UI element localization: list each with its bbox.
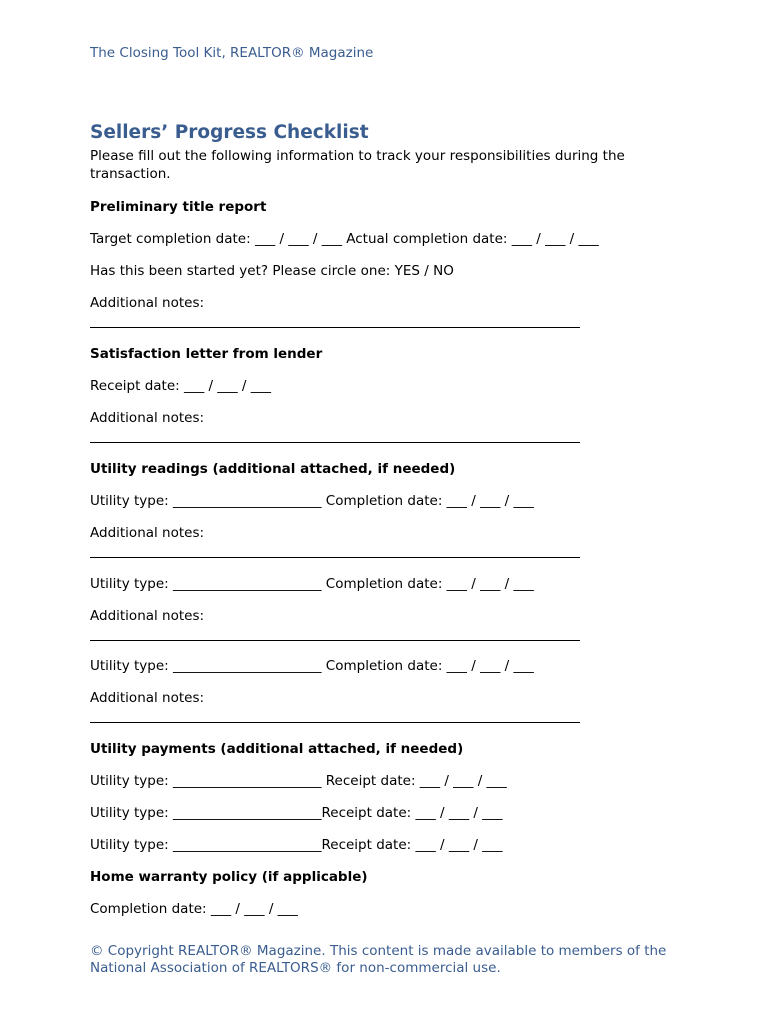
satisfaction-letter-notes-label: Additional notes: xyxy=(90,410,205,426)
utility-reading-line: Utility type: ______________________ Completion date: ___ / ___ / ___ xyxy=(90,658,534,674)
title-report-notes-label: Additional notes: xyxy=(90,295,205,311)
utility-payment-line: Utility type: ______________________ Receipt date: ___ / ___ / ___ xyxy=(90,773,507,789)
utility-reading-line: Utility type: ______________________ Completion date: ___ / ___ / ___ xyxy=(90,493,534,509)
title-report-notes-rule xyxy=(90,327,580,328)
satisfaction-letter-receipt: Receipt date: ___ / ___ / ___ xyxy=(90,378,272,394)
utility-reading-notes-label: Additional notes: xyxy=(90,608,205,624)
utility-reading-notes-label: Additional notes: xyxy=(90,525,205,541)
section-heading-home-warranty: Home warranty policy (if applicable) xyxy=(90,869,368,885)
page-title: Sellers’ Progress Checklist xyxy=(90,122,369,143)
utility-reading-notes-label: Additional notes: xyxy=(90,690,205,706)
utility-payment-line: Utility type: ______________________Receipt date: ___ / ___ / ___ xyxy=(90,805,503,821)
section-heading-satisfaction-letter: Satisfaction letter from lender xyxy=(90,346,323,362)
utility-reading-notes-rule xyxy=(90,557,580,558)
home-warranty-completion: Completion date: ___ / ___ / ___ xyxy=(90,901,298,917)
satisfaction-letter-notes-rule xyxy=(90,442,580,443)
utility-reading-line: Utility type: ______________________ Completion date: ___ / ___ / ___ xyxy=(90,576,534,592)
copyright-footer: © Copyright REALTOR® Magazine. This content is made available to members of the National Association of REALTORS® for non-commercial use. xyxy=(90,943,667,976)
document-header: The Closing Tool Kit, REALTOR® Magazine xyxy=(90,45,374,61)
section-heading-utility-readings: Utility readings (additional attached, if needed) xyxy=(90,461,456,477)
utility-payment-line: Utility type: ______________________Receipt date: ___ / ___ / ___ xyxy=(90,837,503,853)
title-report-dates: Target completion date: ___ / ___ / ___ Actual completion date: ___ / ___ / ___ xyxy=(90,231,599,247)
utility-reading-notes-rule xyxy=(90,722,580,723)
section-heading-utility-payments: Utility payments (additional attached, if needed) xyxy=(90,741,464,757)
utility-reading-notes-rule xyxy=(90,640,580,641)
title-report-started: Has this been started yet? Please circle one: YES / NO xyxy=(90,263,454,279)
intro-text: Please fill out the following information to track your responsibilities during the transaction. xyxy=(90,148,625,182)
section-heading-title-report: Preliminary title report xyxy=(90,199,267,215)
